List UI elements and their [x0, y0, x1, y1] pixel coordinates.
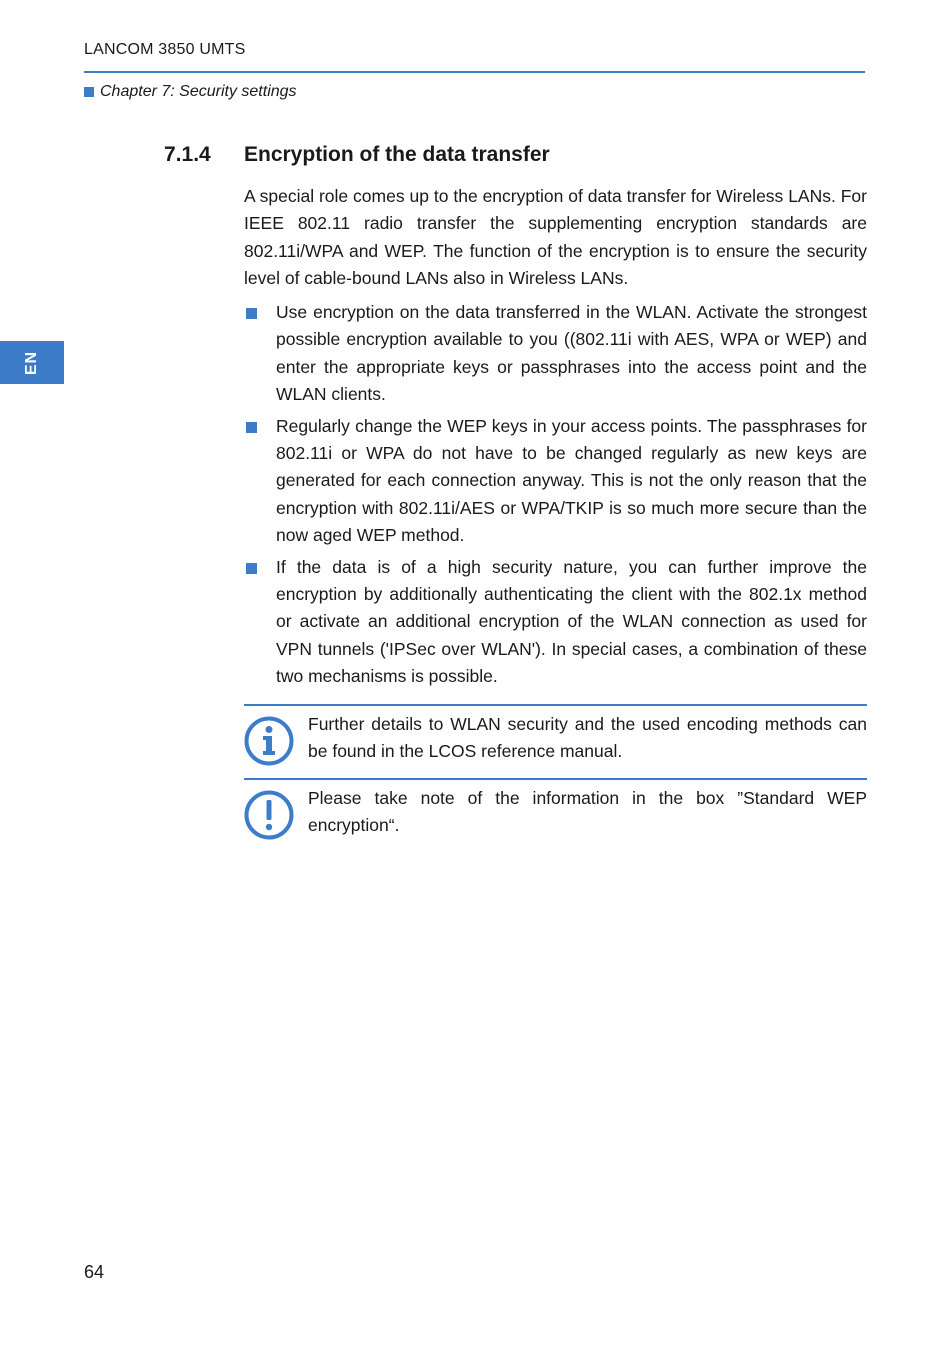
list-item-text: Regularly change the WEP keys in your access points. The passphrases for 802.11i or WPA do not have to be changed regularly as new keys are generated for each connection anyway. This is not the only reason that the encryption with 802.11i/AES or WPA/TKIP is so much more secure than the now aged WEP method. [276, 415, 867, 545]
language-tab [0, 341, 64, 384]
intro-paragraph: A special role comes up to the encryption of data transfer for Wireless LANs. For IEEE 802.11 radio transfer the supplementing encryption standards are 802.11i/WPA and WEP. The function of the encryption is to ensure the security level of cable-bound LANs also in Wireless LANs. [244, 186, 867, 288]
bullet-square-icon [246, 308, 257, 319]
info-note [244, 704, 867, 766]
bullet-square-icon [246, 422, 257, 433]
list-item-text: If the data is of a high security nature, you can further improve the encryption by additionally authenticating the client with the 802.1x method or activate an additional encryption of the WLAN connection as used for VPN tunnels ('IPSec over WLAN'). In special cases, a combination of these two mechanisms is possible. [276, 556, 867, 686]
warning-note [244, 778, 867, 840]
header-divider [84, 71, 865, 73]
chapter-marker-icon [84, 87, 94, 97]
chapter-label: Chapter 7: Security settings [100, 83, 297, 100]
language-label: EN [22, 350, 40, 375]
warning-icon [244, 790, 294, 840]
header-product-title: LANCOM 3850 UMTS [84, 41, 246, 58]
list-item [244, 413, 867, 549]
warning-note-text: Please take note of the information in the box ”Standard WEP encryption“. [308, 788, 867, 836]
info-icon [244, 716, 294, 766]
list-item [244, 299, 867, 408]
section-number: 7.1.4 [164, 143, 211, 166]
bullet-list [244, 299, 867, 695]
list-item-text: Use encryption on the data transferred in the WLAN. Activate the strongest possible encryption available to you ((802.11i with AES, WPA or WEP) and enter the appropriate keys or passphrases into the access point and the WLAN clients. [276, 302, 867, 404]
info-note-text: Further details to WLAN security and the used encoding methods can be found in the LCOS reference manual. [308, 714, 867, 762]
section-title: Encryption of the data transfer [244, 143, 550, 166]
chapter-breadcrumb [84, 83, 297, 101]
bullet-square-icon [246, 563, 257, 574]
list-item [244, 554, 867, 690]
page-number: 64 [84, 1262, 105, 1282]
